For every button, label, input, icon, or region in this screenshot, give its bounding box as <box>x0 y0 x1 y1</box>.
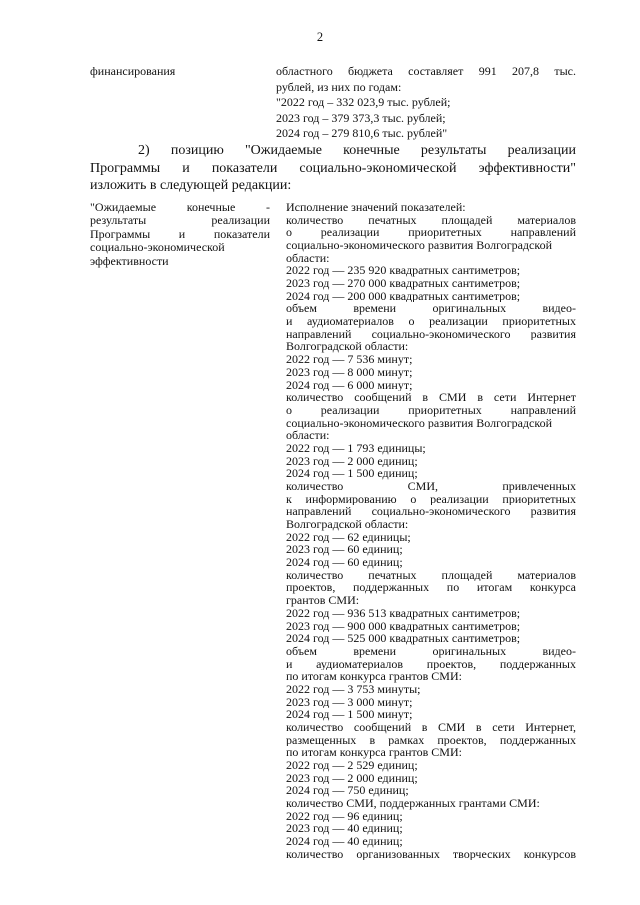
indicator-line: и аудиоматериалов проектов, поддержанных <box>286 657 576 671</box>
indicator-line: объем времени оригинальных видео- <box>286 302 576 316</box>
indicator-line: 2023 год — 2 000 единиц; <box>286 454 418 468</box>
indicator-line: 2023 год — 270 000 квадратных сантиметров; <box>286 277 521 290</box>
indicator-line: размещенных в рамках проектов, поддержанных <box>286 733 576 747</box>
indicator-line: проектов, поддержанных по итогам конкурса <box>286 581 576 595</box>
indicator-line: 2023 год — 3 000 минут; <box>286 695 413 709</box>
indicator-line: 2024 год — 1 500 единиц; <box>286 467 418 481</box>
position-line: результаты реализации <box>90 213 270 228</box>
position-label <box>90 201 270 268</box>
financing-line: "2022 год – 332 023,9 тыс. рублей; <box>276 95 451 109</box>
indicator-line: 2022 год — 62 единицы; <box>286 530 411 544</box>
page-number: 2 <box>316 30 324 44</box>
indicator-line: объем времени оригинальных видео- <box>286 644 576 658</box>
indicator-line: количество сообщений в СМИ в сети Интернет, <box>286 720 576 734</box>
indicator-line: 2023 год — 900 000 квадратных сантиметров; <box>286 619 521 633</box>
indicator-line: количество СМИ, поддержанных грантами СМИ: <box>286 797 540 810</box>
indicator-line: количество СМИ, привлеченных <box>286 480 576 493</box>
indicator-line: по итогам конкурса грантов СМИ: <box>286 670 462 683</box>
indicator-line: 2022 год — 96 единиц; <box>286 809 403 823</box>
indicator-line: 2024 год — 6 000 минут; <box>286 378 413 392</box>
indicator-line: 2023 год — 2 000 единиц; <box>286 771 418 785</box>
indicator-line: Исполнение значений показателей: <box>286 201 466 214</box>
indicator-line: 2022 год — 2 529 единиц; <box>286 759 418 772</box>
indicator-line: грантов СМИ: <box>286 594 360 607</box>
indicator-line: 2024 год — 60 единиц; <box>286 556 403 569</box>
indicators-text <box>286 201 576 860</box>
indicator-line: 2022 год — 7 536 минут; <box>286 353 413 366</box>
indicator-line: о реализации приоритетных направлений <box>286 403 576 417</box>
paragraph-line: Программы и показатели социально-экономической эффективности" <box>90 160 576 176</box>
indicator-line: 2022 год — 3 753 минуты; <box>286 682 421 696</box>
indicator-line: социально-экономического развития Волгоградской <box>286 239 553 252</box>
indicator-line: 2022 год — 936 513 квадратных сантиметров; <box>286 606 521 620</box>
indicator-line: 2024 год — 1 500 минут; <box>286 708 413 721</box>
financing-label: финансирования <box>90 64 176 78</box>
financing-line: 2024 год – 279 810,6 тыс. рублей" <box>276 126 448 140</box>
position-line: социально-экономической <box>90 240 225 255</box>
financing-text <box>276 64 576 142</box>
paragraph-line: 2) позицию "Ожидаемые конечные результаты реализации <box>138 143 576 158</box>
indicator-line: количество организованных творческих конкурсов <box>286 847 576 861</box>
indicator-line: 2022 год — 1 793 единицы; <box>286 441 426 455</box>
position-line: эффективности <box>90 253 169 268</box>
financing-line: 2023 год – 379 373,3 тыс. рублей; <box>276 110 446 125</box>
indicator-line: к информированию о реализации приоритетных <box>286 492 576 506</box>
indicator-line: 2022 год — 235 920 квадратных сантиметров; <box>286 264 521 278</box>
indicator-line: количество сообщений в СМИ в сети Интернет <box>286 391 576 404</box>
indicator-line: 2023 год — 8 000 минут; <box>286 365 413 379</box>
indicator-line: Волгоградской области: <box>286 340 409 354</box>
indicator-line: количество печатных площадей материалов <box>286 568 576 582</box>
indicator-line: 2024 год — 40 единиц; <box>286 835 403 848</box>
paragraph-line: изложить в следующей редакции: <box>90 178 292 193</box>
indicator-line: области: <box>286 429 330 442</box>
financing-line: рублей, из них по годам: <box>276 79 402 94</box>
indicator-line: 2024 год — 525 000 квадратных сантиметров; <box>286 632 521 645</box>
indicator-line: 2023 год — 60 единиц; <box>286 543 403 557</box>
indicator-line: количество печатных площадей материалов <box>286 213 576 227</box>
position-line: Программы и показатели <box>90 226 270 241</box>
indicator-line: 2023 год — 40 единиц; <box>286 822 403 836</box>
indicator-line: и аудиоматериалов о реализации приоритетных <box>286 315 576 328</box>
indicator-line: Волгоградской области: <box>286 518 409 531</box>
indicator-line: социально-экономического развития Волгоградской <box>286 416 553 430</box>
amendment-paragraph <box>90 142 576 195</box>
financing-line: областного бюджета составляет 991 207,8 тыс. <box>276 64 576 78</box>
indicator-line: по итогам конкурса грантов СМИ: <box>286 746 462 759</box>
indicator-line: 2024 год — 750 единиц; <box>286 784 409 798</box>
indicator-line: 2024 год — 200 000 квадратных сантиметров; <box>286 289 521 303</box>
indicator-line: области: <box>286 251 330 265</box>
indicator-line: направлений социально-экономического развития <box>286 327 576 341</box>
indicator-line: о реализации приоритетных направлений <box>286 226 576 240</box>
indicator-line: направлений социально-экономического развития <box>286 505 576 519</box>
position-line: "Ожидаемые конечные - <box>90 200 270 214</box>
